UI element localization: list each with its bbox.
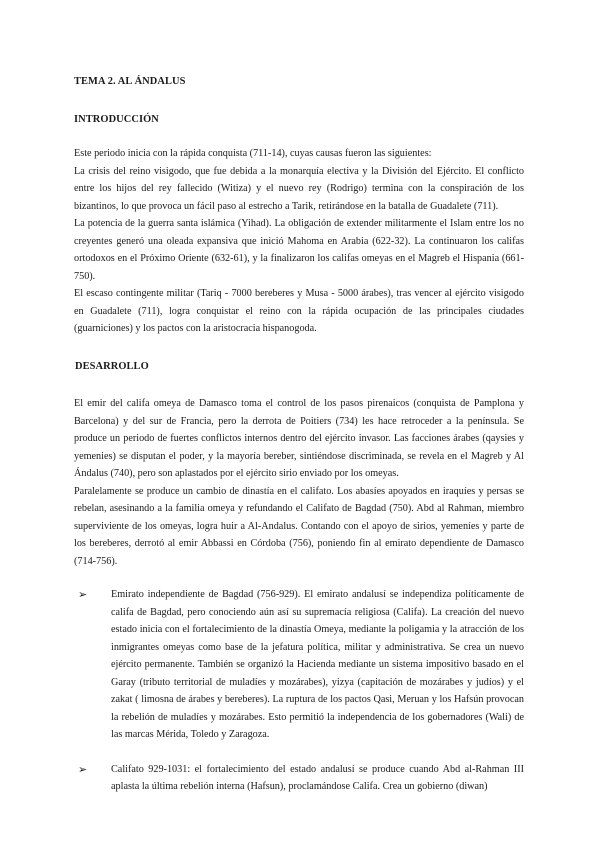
arrow-bullet-icon: ➢ — [78, 762, 88, 776]
intro-paragraph: La potencia de la guerra santa islámica (Yihad). La obligación de extender militarmente el Islam entre los no creyentes generó una oleada expansiva que inició Mahoma en Arabia (622-32). La continuaron los califas ortodoxos en el Próximo Oriente (632-61), y la finalizaron los califas omeyas en el Magreb el Hispania (661-750). — [74, 218, 524, 282]
desarrollo-paragraph: Paralelamente se produce un cambio de dinastía en el califato. Los abasíes apoyados en iraquíes y persas se rebelan, asesinando a la familia omeya y refundando el Califato de Bagdad (750). Abd al Rahman, miembro superviviente de los omeyas, logra huir a Al-Andalus. Contando con el apoyo de sirios, yemeníes y parte de los bereberes, derrotó al emir Abbassi en Córdoba (756), poniendo fin al emirato dependiente de Damasco (714-756). — [74, 485, 524, 567]
desarrollo-heading: DESARROLLO — [75, 360, 149, 372]
arrow-bullet-icon: ➢ — [78, 588, 88, 601]
intro-paragraph: El escaso contingente militar (Tariq - 7000 bereberes y Musa - 5000 árabes), tras vencer al ejército visigodo en Guadalete (711), logra conquistar el reino con la rápida ocupación de las principales ciudades (guarniciones) y los pactos con la aristocracia hispanogoda. — [74, 288, 524, 334]
intro-paragraph: La crisis del reino visigodo, que fue debida a la monarquía electiva y la División del Ejército. El conflicto entre los hijos del rey fallecido (Witiza) y el nuevo rey (Rodrigo) termina con la conspiración de los bizantinos, lo que provoca un fácil paso al estrecho a Tarik, retirándose en la batalla de Guadalete (711). — [74, 165, 524, 212]
list-item-text: Emirato independiente de Bagdad (756-929). El emirato andalusí se independiza políticamente de califa de Bagdad, pero conociendo aún así su supremacía religiosa (Califa). La creación del nuevo estado inicia con el fortalecimiento de la dinastía Omeya, mediante la poligamia y la atracción de los inmigrantes omeyas como base de la jefatura política, militar y administrativa. Se crea un nuevo ejército permanente. También se organizó la Hacienda mediante un sistema impositivo basado en el Garay (tributo territorial de muladíes y mozárabes), yizya (capitación de mozárabes y judíos) y el zakat ( limosna de árabes y bereberes). La ruptura de los pactos Qasi, Meruan y los Hafsún provocan la rebelión de muladíes y mozárabes. Esto permitió la independencia de los gobernadores (Wali) de las marcas Mérida, Toledo y Zaragoza. — [111, 589, 524, 740]
list-item-text: Califato 929-1031: el fortalecimiento del estado andalusí se produce cuando Abd al-Rahman III aplasta la última rebelión interna (Hafsun), proclamándose Califa. Crea un gobierno (diwan) — [111, 763, 524, 792]
intro-paragraph: Este periodo inicia con la rápida conquista (711-14), cuyas causas fueron las siguientes: — [74, 148, 432, 159]
list-item — [74, 761, 524, 796]
intro-heading: INTRODUCCIÓN — [74, 113, 159, 125]
intro-section — [74, 145, 524, 338]
list-item — [74, 586, 524, 744]
bullet-list — [74, 586, 524, 796]
desarrollo-paragraph: El emir del califa omeya de Damasco toma el control de los pasos pirenaicos (conquista de Pamplona y Barcelona) y del sur de Francia, pero la derrota de Poitiers (734) les hace retroceder a la península. Se produce un periodo de fuertes conflictos internos dentro del ejército invasor. Las facciones árabes (qaysies y yemenies) se disputan el poder, y la mayoría bereber, sintiéndose discriminada, se revela en el Magreb y Al Ándalus (740), pero son aplastados por el ejército sirio enviado por los omeyas. — [74, 398, 524, 479]
document-title: TEMA 2. AL ÁNDALUS — [74, 76, 186, 87]
desarrollo-section — [74, 395, 524, 570]
